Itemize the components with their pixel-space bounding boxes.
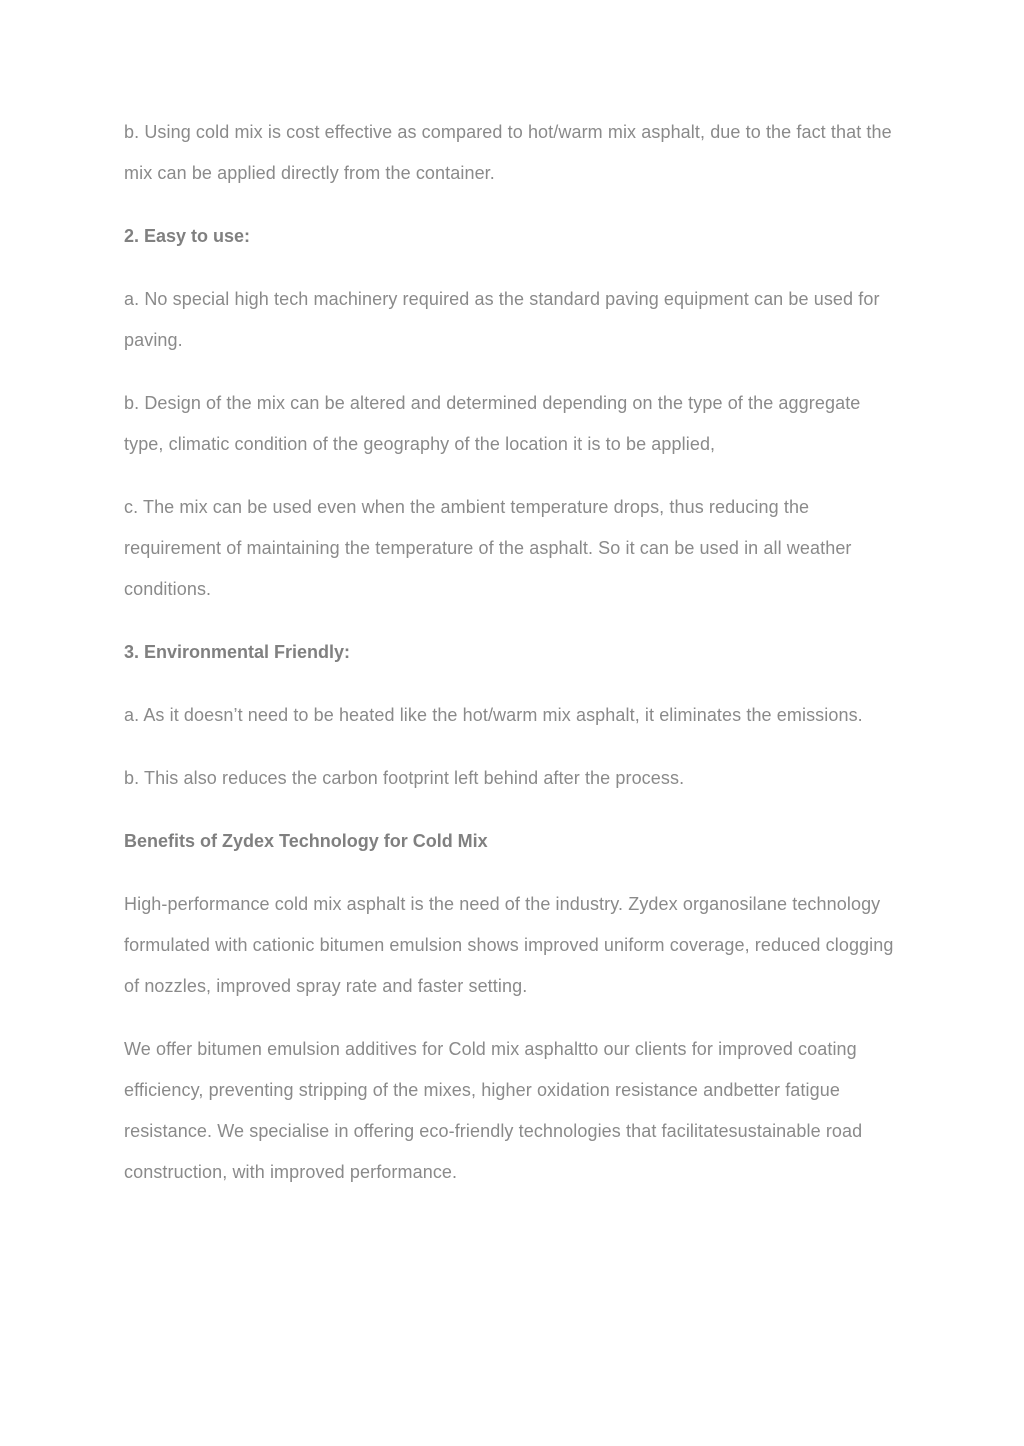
paragraph-we-offer: We offer bitumen emulsion additives for Cold mix asphaltto our clients for improved coating efficiency, preventing stripping of the mixes, higher oxidation resistance andbetter fatigue resistance. We specialise in offering eco-friendly technologies that facilitatesustainable road construction, with improved performance. <box>124 1039 863 1182</box>
paragraph-carbon-footprint: b. This also reduces the carbon footprint left behind after the process. <box>124 768 685 788</box>
heading-environmental-friendly: 3. Environmental Friendly: <box>124 642 351 662</box>
paragraph-no-special-machinery: a. No special high tech machinery required as the standard paving equipment can be used for paving. <box>124 289 880 350</box>
heading-zydex-benefits: Benefits of Zydex Technology for Cold Mix <box>124 831 488 851</box>
paragraph-no-heating: a. As it doesn’t need to be heated like the hot/warm mix asphalt, it eliminates the emissions. <box>124 705 863 725</box>
paragraph-cost-effective: b. Using cold mix is cost effective as compared to hot/warm mix asphalt, due to the fact that the mix can be applied directly from the container. <box>124 122 892 183</box>
paragraph-high-performance: High-performance cold mix asphalt is the need of the industry. Zydex organosilane technology formulated with cationic bitumen emulsion shows improved uniform coverage, reduced clogging of nozzles, improved spray rate and faster setting. <box>124 894 894 996</box>
document-page <box>124 112 904 1215</box>
paragraph-ambient-temperature: c. The mix can be used even when the ambient temperature drops, thus reducing the requirement of maintaining the temperature of the asphalt. So it can be used in all weather conditions. <box>124 497 852 599</box>
heading-easy-to-use: 2. Easy to use: <box>124 226 251 246</box>
paragraph-mix-design: b. Design of the mix can be altered and determined depending on the type of the aggregate type, climatic condition of the geography of the location it is to be applied, <box>124 393 861 454</box>
